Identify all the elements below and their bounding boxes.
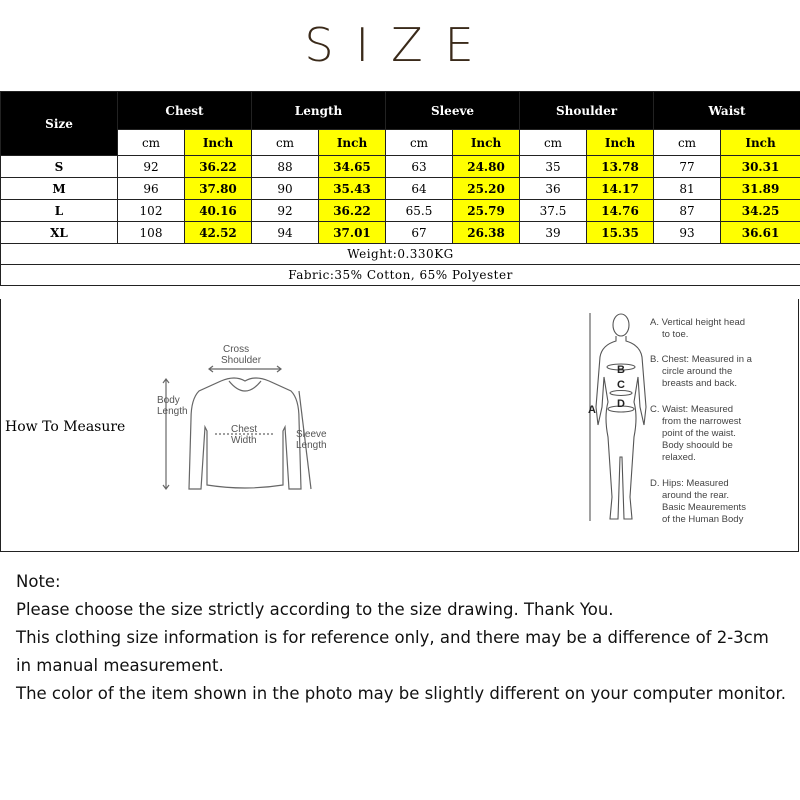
note-line: Please choose the size strictly according to the size drawing. Thank You.	[16, 600, 614, 619]
group-header-shoulder: Shoulder	[520, 92, 654, 130]
table-cell: 31.89	[721, 178, 800, 200]
table-cell: 96	[118, 178, 185, 200]
measure-b-text: breasts and back.	[662, 378, 737, 389]
table-cell: 94	[252, 222, 319, 244]
group-header-waist: Waist	[654, 92, 800, 130]
table-cell: 37.80	[185, 178, 252, 200]
group-header-length: Length	[252, 92, 386, 130]
table-cell: 14.76	[587, 200, 654, 222]
chest-width-label: Width	[231, 435, 257, 446]
table-cell: 108	[118, 222, 185, 244]
table-cell: 35	[520, 156, 587, 178]
measure-c-text: Body shoould be	[662, 440, 733, 451]
size-column-header: Size	[1, 92, 118, 156]
table-cell: 36.61	[721, 222, 800, 244]
table-cell: 67	[386, 222, 453, 244]
table-cell: 24.80	[453, 156, 520, 178]
body-length-label: Body	[157, 395, 180, 406]
unit-cm: cm	[654, 130, 721, 156]
measure-b-text: circle around the	[662, 366, 733, 377]
weight-row: Weight:0.330KG	[1, 244, 800, 265]
cross-shoulder-label: Shoulder	[221, 355, 262, 366]
table-cell: 90	[252, 178, 319, 200]
table-cell: 36	[520, 178, 587, 200]
table-cell: 88	[252, 156, 319, 178]
measure-b-text: B. Chest: Measured in a	[650, 354, 752, 365]
body-length-label: Length	[157, 406, 188, 417]
measure-a-text: A. Vertical height head	[650, 317, 746, 328]
table-cell: 36.22	[185, 156, 252, 178]
fabric-row: Fabric:35% Cotton, 65% Polyester	[1, 265, 800, 286]
unit-cm: cm	[252, 130, 319, 156]
table-cell: 34.25	[721, 200, 800, 222]
table-cell: 77	[654, 156, 721, 178]
note-line: The color of the item shown in the photo may be slightly different on your computer monitor.	[16, 684, 786, 703]
size-table	[0, 91, 800, 286]
cross-shoulder-label: Cross	[223, 344, 250, 355]
measure-c-text: relaxed.	[662, 452, 696, 463]
group-header-chest: Chest	[118, 92, 252, 130]
sleeve-length-label: Length	[296, 440, 327, 451]
chest-width-label: Chest	[231, 424, 258, 435]
table-row	[1, 156, 800, 178]
page-title: SIZE	[304, 18, 496, 72]
unit-inch: Inch	[185, 130, 252, 156]
table-row	[1, 200, 800, 222]
shirt-measure-diagram	[151, 339, 341, 509]
body-head	[613, 314, 629, 336]
table-cell: 37.01	[319, 222, 386, 244]
table-cell: 40.16	[185, 200, 252, 222]
unit-inch: Inch	[319, 130, 386, 156]
table-cell: 25.79	[453, 200, 520, 222]
notes-section	[16, 568, 786, 708]
size-label: L	[1, 200, 118, 222]
group-header-sleeve: Sleeve	[386, 92, 520, 130]
table-cell: 14.17	[587, 178, 654, 200]
table-cell: 63	[386, 156, 453, 178]
note-line: in manual measurement.	[16, 656, 224, 675]
table-cell: 26.38	[453, 222, 520, 244]
table-cell: 39	[520, 222, 587, 244]
table-cell: 87	[654, 200, 721, 222]
measure-a-text: to toe.	[662, 329, 689, 340]
size-label: M	[1, 178, 118, 200]
table-cell: 42.52	[185, 222, 252, 244]
table-cell: 25.20	[453, 178, 520, 200]
body-letter-c: C	[617, 379, 625, 391]
table-cell: 92	[118, 156, 185, 178]
table-cell: 30.31	[721, 156, 800, 178]
unit-cm: cm	[520, 130, 587, 156]
size-label: S	[1, 156, 118, 178]
unit-cm: cm	[118, 130, 185, 156]
table-row	[1, 178, 800, 200]
table-cell: 37.5	[520, 200, 587, 222]
table-cell: 34.65	[319, 156, 386, 178]
table-cell: 65.5	[386, 200, 453, 222]
table-cell: 15.35	[587, 222, 654, 244]
table-cell: 102	[118, 200, 185, 222]
table-cell: 92	[252, 200, 319, 222]
table-cell: 36.22	[319, 200, 386, 222]
note-line: This clothing size information is for reference only, and there may be a difference of 2-3cm	[16, 628, 769, 647]
how-to-measure-label: How To Measure	[5, 419, 126, 435]
unit-cm: cm	[386, 130, 453, 156]
table-row	[1, 222, 800, 244]
how-to-measure-panel	[0, 299, 799, 552]
unit-inch: Inch	[587, 130, 654, 156]
table-cell: 93	[654, 222, 721, 244]
unit-inch: Inch	[721, 130, 800, 156]
measure-d-text: of the Human Body	[662, 514, 744, 525]
sleeve-length-label: Sleeve	[296, 429, 327, 440]
size-label: XL	[1, 222, 118, 244]
measure-c-text: from the narrowest	[662, 416, 742, 427]
table-cell: 13.78	[587, 156, 654, 178]
unit-inch: Inch	[453, 130, 520, 156]
table-cell: 64	[386, 178, 453, 200]
measure-d-text: Basic Meaurements	[662, 502, 746, 513]
measure-c-text: C. Waist: Measured	[650, 404, 734, 415]
body-letter-d: D	[617, 398, 625, 410]
table-cell: 81	[654, 178, 721, 200]
body-measure-diagram	[586, 307, 786, 537]
note-heading: Note:	[16, 572, 61, 591]
body-letter-b: B	[617, 364, 625, 376]
body-letter-a: A	[588, 404, 596, 416]
measure-c-text: point of the waist.	[662, 428, 736, 439]
measure-d-text: D. Hips: Measured	[650, 478, 729, 489]
measure-d-text: around the rear.	[662, 490, 730, 501]
table-cell: 35.43	[319, 178, 386, 200]
